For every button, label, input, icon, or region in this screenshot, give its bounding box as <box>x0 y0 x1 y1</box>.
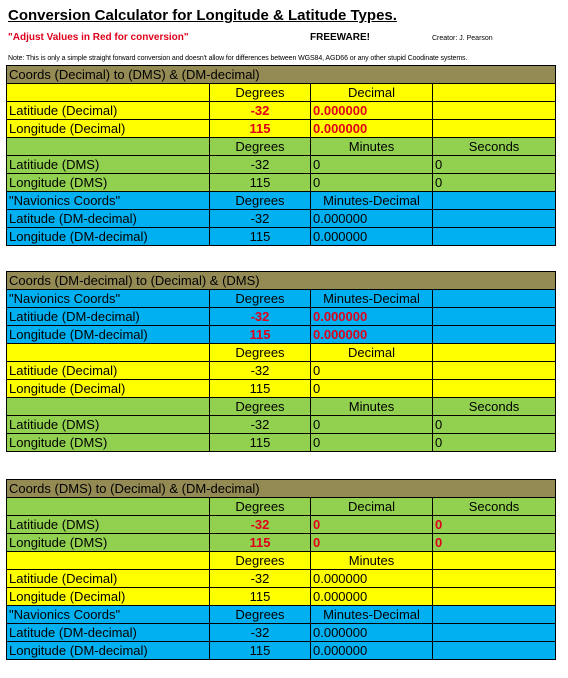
row-label: Latitiude (Decimal) <box>7 570 210 588</box>
section-title: Coords (DM-decimal) to (Decimal) & (DMS) <box>7 272 556 290</box>
empty-cell <box>433 588 556 606</box>
output-cell: -32 <box>210 416 311 434</box>
col-header-degrees: Degrees <box>210 84 311 102</box>
row-label: Longitude (DM-decimal) <box>7 326 210 344</box>
col-header-minutes-decimal: Minutes-Decimal <box>311 192 433 210</box>
output-cell: 0 <box>311 416 433 434</box>
output-cell: 0.000000 <box>311 228 433 246</box>
empty-cell <box>433 344 556 362</box>
section-title: Coords (DMS) to (Decimal) & (DM-decimal) <box>7 480 556 498</box>
input-lat-decimal[interactable]: 0.000000 <box>311 102 433 120</box>
output-cell: 115 <box>210 642 311 660</box>
row-label: "Navionics Coords" <box>7 606 210 624</box>
row-label: Latitiude (DMS) <box>7 156 210 174</box>
output-cell: -32 <box>210 570 311 588</box>
col-header-seconds: Seconds <box>433 498 556 516</box>
section-decimal-to-dms <box>6 65 555 246</box>
row-label: Latitude (DM-decimal) <box>7 624 210 642</box>
input-lon-decimal[interactable]: 0.000000 <box>311 120 433 138</box>
empty-cell <box>433 228 556 246</box>
row-label: Longitude (DM-decimal) <box>7 642 210 660</box>
empty-cell <box>433 380 556 398</box>
col-header-degrees: Degrees <box>210 344 311 362</box>
empty-cell <box>433 606 556 624</box>
output-cell: 115 <box>210 434 311 452</box>
row-label: Longitude (DMS) <box>7 174 210 192</box>
input-lon-minutes[interactable]: 0 <box>311 534 433 552</box>
row-label: Latitiude (DMS) <box>7 516 210 534</box>
input-lat-minutes[interactable]: 0 <box>311 516 433 534</box>
col-header-degrees: Degrees <box>210 398 311 416</box>
row-label <box>7 138 210 156</box>
output-cell: 0 <box>311 156 433 174</box>
output-cell: 0.000000 <box>311 588 433 606</box>
row-label: Longitude (DMS) <box>7 434 210 452</box>
input-lon-degrees[interactable]: 115 <box>210 326 311 344</box>
empty-cell <box>433 326 556 344</box>
empty-cell <box>433 570 556 588</box>
empty-cell <box>433 552 556 570</box>
output-cell: 0 <box>433 174 556 192</box>
empty-cell <box>433 624 556 642</box>
input-lat-seconds[interactable]: 0 <box>433 516 556 534</box>
input-lat-degrees[interactable]: -32 <box>210 308 311 326</box>
row-label <box>7 398 210 416</box>
row-label: Latitiude (Decimal) <box>7 362 210 380</box>
col-header-seconds: Seconds <box>433 398 556 416</box>
col-header-minutes-decimal: Minutes-Decimal <box>311 290 433 308</box>
row-label: Longitude (DM-decimal) <box>7 228 210 246</box>
input-lon-degrees[interactable]: 115 <box>210 120 311 138</box>
empty-cell <box>433 120 556 138</box>
creator-label: Creator: J. Pearson <box>432 35 493 42</box>
col-header-degrees: Degrees <box>210 552 311 570</box>
output-cell: 0 <box>311 380 433 398</box>
output-cell: 115 <box>210 380 311 398</box>
input-lon-minutes-decimal[interactable]: 0.000000 <box>311 326 433 344</box>
col-header-minutes: Minutes <box>311 138 433 156</box>
empty-cell <box>433 308 556 326</box>
output-cell: -32 <box>210 210 311 228</box>
output-cell: 0.000000 <box>311 624 433 642</box>
input-lon-seconds[interactable]: 0 <box>433 534 556 552</box>
row-label: Longitude (Decimal) <box>7 588 210 606</box>
row-label <box>7 552 210 570</box>
output-cell: 0 <box>311 174 433 192</box>
row-label: "Navionics Coords" <box>7 192 210 210</box>
disclaimer-note: Note: This is only a simple straight forward conversion and doesn't allow for differences between WGS84, AGD66 or any other stupid Coodinate systems. <box>8 55 468 62</box>
empty-cell <box>433 362 556 380</box>
row-label: Latitude (DM-decimal) <box>7 210 210 228</box>
col-header-degrees: Degrees <box>210 290 311 308</box>
output-cell: -32 <box>210 156 311 174</box>
row-label <box>7 84 210 102</box>
freeware-label: FREEWARE! <box>310 32 370 43</box>
input-lon-degrees[interactable]: 115 <box>210 534 311 552</box>
empty-cell <box>433 642 556 660</box>
input-lat-degrees[interactable]: -32 <box>210 516 311 534</box>
output-cell: 0 <box>311 362 433 380</box>
empty-cell <box>433 192 556 210</box>
row-label: Latitiude (DMS) <box>7 416 210 434</box>
col-header-decimal: Decimal <box>311 498 433 516</box>
empty-cell <box>433 290 556 308</box>
col-header-minutes: Minutes <box>311 552 433 570</box>
col-header-degrees: Degrees <box>210 192 311 210</box>
page-title: Conversion Calculator for Longitude & Latitude Types. <box>8 7 397 24</box>
col-header-minutes-decimal: Minutes-Decimal <box>311 606 433 624</box>
col-header-seconds: Seconds <box>433 138 556 156</box>
col-header-minutes: Minutes <box>311 398 433 416</box>
section-dms-to-decimal-dm <box>6 479 555 660</box>
output-cell: 0 <box>433 156 556 174</box>
output-cell: 115 <box>210 588 311 606</box>
empty-cell <box>433 210 556 228</box>
output-cell: 0 <box>433 434 556 452</box>
output-cell: -32 <box>210 362 311 380</box>
output-cell: 115 <box>210 228 311 246</box>
output-cell: -32 <box>210 624 311 642</box>
row-label: Latitiude (Decimal) <box>7 102 210 120</box>
col-header-decimal: Decimal <box>311 344 433 362</box>
row-label <box>7 344 210 362</box>
row-label: "Navionics Coords" <box>7 290 210 308</box>
output-cell: 0 <box>433 416 556 434</box>
output-cell: 0 <box>311 434 433 452</box>
section-title: Coords (Decimal) to (DMS) & (DM-decimal) <box>7 66 556 84</box>
empty-cell <box>433 84 556 102</box>
row-label: Longitude (DMS) <box>7 534 210 552</box>
adjust-instruction: "Adjust Values in Red for conversion" <box>8 32 189 43</box>
input-lat-minutes-decimal[interactable]: 0.000000 <box>311 308 433 326</box>
output-cell: 0.000000 <box>311 570 433 588</box>
row-label: Latitiude (DM-decimal) <box>7 308 210 326</box>
row-label: Longitude (Decimal) <box>7 380 210 398</box>
col-header-degrees: Degrees <box>210 606 311 624</box>
output-cell: 0.000000 <box>311 210 433 228</box>
col-header-degrees: Degrees <box>210 498 311 516</box>
output-cell: 115 <box>210 174 311 192</box>
row-label <box>7 498 210 516</box>
row-label: Longitude (Decimal) <box>7 120 210 138</box>
output-cell: 0.000000 <box>311 642 433 660</box>
section-dm-decimal-to-decimal-dms <box>6 271 555 452</box>
input-lat-degrees[interactable]: -32 <box>210 102 311 120</box>
empty-cell <box>433 102 556 120</box>
col-header-decimal: Decimal <box>311 84 433 102</box>
col-header-degrees: Degrees <box>210 138 311 156</box>
